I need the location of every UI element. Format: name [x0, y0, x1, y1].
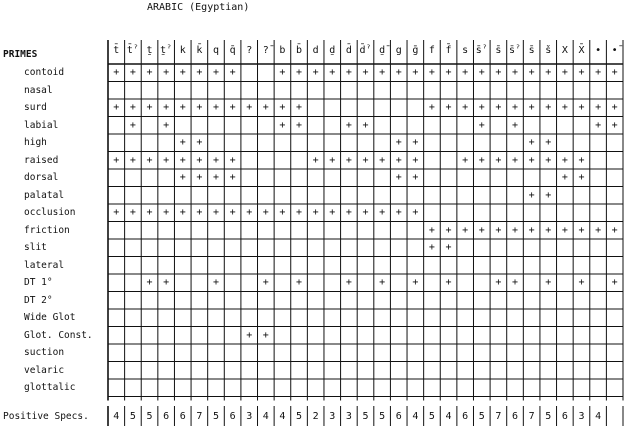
feature-mark: + — [196, 67, 203, 78]
feature-label: dorsal — [24, 172, 59, 183]
segment-header: X — [561, 45, 568, 56]
segment-header: ḡ — [412, 45, 419, 56]
feature-mark: + — [179, 172, 186, 183]
feature-mark: + — [595, 224, 602, 236]
feature-mark: + — [412, 137, 419, 148]
feature-mark: + — [595, 102, 602, 113]
feature-mark: + — [528, 67, 535, 78]
feature-mark: + — [528, 102, 535, 113]
feature-mark: + — [296, 277, 303, 288]
feature-mark: + — [146, 102, 153, 113]
feature-mark: + — [561, 172, 568, 183]
feature-mark: + — [163, 119, 170, 131]
feature-mark: + — [212, 172, 219, 183]
feature-mark: + — [345, 154, 352, 166]
segment-header: t̄ˀ — [126, 45, 139, 56]
feature-mark: + — [545, 102, 552, 113]
feature-mark: + — [179, 154, 186, 166]
feature-mark: + — [545, 137, 552, 148]
feature-mark: + — [478, 154, 485, 166]
segment-header: ṯ — [146, 45, 153, 56]
segment-header: f — [428, 45, 435, 56]
feature-mark: + — [163, 207, 170, 218]
feature-label: labial — [24, 119, 59, 131]
feature-mark: + — [312, 67, 319, 78]
feature-mark: + — [146, 67, 153, 78]
feature-mark: + — [113, 154, 120, 166]
feature-mark: + — [362, 119, 369, 131]
feature-label: high — [24, 137, 47, 148]
positive-spec-count: 7 — [196, 411, 203, 422]
segment-header: ? — [246, 45, 253, 56]
feature-mark: + — [528, 224, 535, 236]
feature-mark: + — [379, 154, 386, 166]
feature-mark: + — [146, 207, 153, 218]
segment-header: d — [312, 45, 319, 56]
segment-header: k̄ — [196, 45, 203, 56]
feature-mark: + — [561, 67, 568, 78]
segment-header: t̄ — [113, 45, 120, 56]
positive-spec-count: 7 — [495, 411, 502, 422]
feature-mark: + — [262, 277, 269, 288]
feature-mark: + — [595, 67, 602, 78]
feature-mark: + — [428, 242, 435, 253]
positive-spec-count: 4 — [412, 411, 419, 422]
feature-mark: + — [561, 154, 568, 166]
feature-mark: + — [163, 154, 170, 166]
feature-mark: + — [113, 207, 120, 218]
feature-label: lateral — [24, 259, 65, 271]
segment-header: b̄ — [296, 45, 303, 56]
feature-mark: + — [611, 102, 618, 113]
feature-mark: + — [578, 172, 585, 183]
positive-spec-count: 5 — [428, 411, 435, 422]
feature-mark: + — [528, 137, 535, 148]
feature-mark: + — [545, 277, 552, 288]
feature-mark: + — [412, 67, 419, 78]
feature-mark: + — [246, 207, 253, 218]
feature-mark: + — [545, 67, 552, 78]
positive-spec-count: 5 — [545, 411, 552, 422]
feature-mark: + — [362, 154, 369, 166]
feature-label: suction — [24, 347, 65, 358]
feature-mark: + — [512, 224, 519, 236]
feature-mark: + — [495, 67, 502, 78]
positive-spec-count: 5 — [478, 411, 485, 422]
positive-spec-count: 3 — [578, 411, 585, 422]
feature-mark: + — [462, 102, 469, 113]
feature-mark: + — [229, 172, 236, 183]
feature-mark: + — [212, 102, 219, 113]
feature-mark: + — [246, 329, 253, 341]
segment-header: • — [595, 45, 602, 56]
feature-mark: + — [611, 277, 618, 288]
feature-mark: + — [478, 224, 485, 236]
positive-spec-count: 6 — [163, 411, 170, 422]
feature-mark: + — [611, 119, 618, 131]
feature-mark: + — [179, 67, 186, 78]
feature-label: DT 1° — [24, 277, 53, 288]
feature-mark: + — [462, 224, 469, 236]
primes-label: PRIMES — [3, 49, 38, 60]
positive-spec-count: 3 — [246, 411, 253, 422]
feature-mark: + — [129, 207, 136, 218]
segment-header: s — [462, 45, 469, 56]
segment-header: d̄ — [345, 45, 352, 56]
feature-mark: + — [478, 67, 485, 78]
feature-mark: + — [296, 207, 303, 218]
feature-mark: + — [478, 102, 485, 113]
feature-mark: + — [296, 67, 303, 78]
segment-header: q — [212, 45, 219, 56]
feature-mark: + — [412, 277, 419, 288]
segment-header: g — [395, 45, 402, 56]
feature-mark: + — [212, 67, 219, 78]
page-title: ARABIC (Egyptian) — [147, 2, 250, 13]
feature-mark: + — [345, 207, 352, 218]
feature-mark: + — [229, 67, 236, 78]
segment-header: ?̄ — [262, 45, 269, 56]
feature-mark: + — [345, 67, 352, 78]
feature-mark: + — [246, 102, 253, 113]
positive-spec-count: 5 — [379, 411, 386, 422]
feature-mark: + — [428, 67, 435, 78]
feature-mark: + — [561, 102, 568, 113]
feature-label: slit — [24, 242, 47, 253]
feature-mark: + — [229, 207, 236, 218]
feature-mark: + — [445, 242, 452, 253]
feature-mark: + — [445, 67, 452, 78]
feature-mark: + — [445, 277, 452, 288]
feature-mark: + — [412, 172, 419, 183]
feature-mark: + — [445, 224, 452, 236]
feature-mark: + — [512, 119, 519, 131]
feature-label: surd — [24, 102, 47, 113]
positive-spec-count: 6 — [229, 411, 236, 422]
feature-mark: + — [478, 119, 485, 131]
feature-mark: + — [129, 154, 136, 166]
feature-mark: + — [395, 172, 402, 183]
feature-mark: + — [595, 119, 602, 131]
feature-mark: + — [379, 277, 386, 288]
feature-mark: + — [196, 154, 203, 166]
feature-mark: + — [129, 119, 136, 131]
feature-mark: + — [495, 224, 502, 236]
feature-mark: + — [163, 102, 170, 113]
feature-mark: + — [212, 154, 219, 166]
feature-mark: + — [578, 224, 585, 236]
segment-header: s̄ˀ — [475, 45, 488, 56]
feature-mark: + — [611, 224, 618, 236]
feature-mark: + — [196, 102, 203, 113]
feature-mark: + — [179, 102, 186, 113]
feature-mark: + — [462, 67, 469, 78]
feature-mark: + — [262, 329, 269, 341]
positive-spec-count: 7 — [528, 411, 535, 422]
feature-label: contoid — [24, 67, 65, 78]
feature-mark: + — [578, 277, 585, 288]
positive-spec-count: 5 — [212, 411, 219, 422]
feature-mark: + — [512, 277, 519, 288]
feature-label: nasal — [24, 84, 53, 96]
feature-mark: + — [212, 277, 219, 288]
feature-mark: + — [212, 207, 219, 218]
positive-spec-count: 6 — [395, 411, 402, 422]
feature-label: occlusion — [24, 207, 76, 218]
segment-header: k — [179, 45, 186, 56]
feature-mark: + — [379, 207, 386, 218]
positive-spec-count: 5 — [146, 411, 153, 422]
positive-spec-count: 6 — [561, 411, 568, 422]
feature-mark: + — [146, 277, 153, 288]
feature-mark: + — [279, 67, 286, 78]
segment-header: •̄ — [611, 45, 618, 56]
feature-mark: + — [561, 224, 568, 236]
feature-mark: + — [196, 207, 203, 218]
feature-mark: + — [395, 207, 402, 218]
segment-header: ḏ̄ — [379, 45, 386, 56]
feature-mark: + — [412, 154, 419, 166]
feature-mark: + — [279, 102, 286, 113]
feature-mark: + — [196, 172, 203, 183]
positive-spec-count: 4 — [279, 411, 286, 422]
feature-label: glottalic — [24, 382, 76, 393]
positive-spec-count: 6 — [462, 411, 469, 422]
feature-mark: + — [495, 154, 502, 166]
segment-header: f̄ — [445, 45, 452, 56]
feature-mark: + — [545, 154, 552, 166]
segment-header: X̄ — [578, 45, 585, 56]
positive-spec-count: 4 — [595, 411, 602, 422]
feature-mark: + — [528, 154, 535, 166]
feature-mark: + — [196, 137, 203, 148]
feature-mark: + — [512, 154, 519, 166]
feature-mark: + — [445, 102, 452, 113]
feature-mark: + — [229, 102, 236, 113]
feature-mark: + — [428, 102, 435, 113]
feature-mark: + — [412, 207, 419, 218]
feature-mark: + — [395, 137, 402, 148]
positive-spec-count: 2 — [312, 411, 319, 422]
segment-header: š — [545, 45, 552, 56]
feature-mark: + — [229, 154, 236, 166]
feature-mark: + — [545, 224, 552, 236]
feature-mark: + — [395, 154, 402, 166]
segment-header: d̄ˀ — [359, 45, 372, 56]
feature-mark: + — [312, 154, 319, 166]
feature-mark: + — [329, 207, 336, 218]
segment-header: ṯˀ — [160, 45, 173, 56]
feature-mark: + — [578, 67, 585, 78]
feature-label: raised — [24, 154, 59, 166]
feature-mark: + — [262, 102, 269, 113]
segment-header: s̄ — [495, 45, 502, 56]
feature-mark: + — [146, 154, 153, 166]
feature-mark: + — [578, 154, 585, 166]
positive-specs-label: Positive Specs. — [3, 411, 89, 422]
positive-spec-count: 3 — [345, 411, 352, 422]
feature-mark: + — [279, 119, 286, 131]
feature-mark: + — [362, 207, 369, 218]
feature-label: friction — [24, 224, 70, 236]
positive-spec-count: 4 — [445, 411, 452, 422]
positive-spec-count: 3 — [329, 411, 336, 422]
feature-label: velaric — [24, 364, 65, 376]
feature-mark: + — [512, 67, 519, 78]
feature-mark: + — [495, 277, 502, 288]
segment-header: ḏ — [329, 45, 336, 56]
positive-spec-count: 5 — [129, 411, 136, 422]
feature-mark: + — [262, 207, 269, 218]
segment-header: s̄ — [528, 45, 535, 56]
feature-mark: + — [179, 207, 186, 218]
feature-mark: + — [395, 67, 402, 78]
feature-mark: + — [428, 224, 435, 236]
positive-spec-count: 6 — [512, 411, 519, 422]
feature-mark: + — [362, 67, 369, 78]
positive-spec-count: 4 — [262, 411, 269, 422]
feature-mark: + — [512, 102, 519, 113]
feature-mark: + — [179, 137, 186, 148]
feature-label: Wide Glot — [24, 312, 76, 323]
feature-label: Glot. Const. — [24, 329, 93, 341]
positive-spec-count: 4 — [113, 411, 120, 422]
feature-mark: + — [279, 207, 286, 218]
feature-mark: + — [129, 67, 136, 78]
feature-mark: + — [528, 189, 535, 201]
feature-mark: + — [163, 67, 170, 78]
segment-header: s̄ˀ — [508, 45, 522, 56]
feature-mark: + — [345, 277, 352, 288]
feature-mark: + — [611, 67, 618, 78]
feature-mark: + — [462, 154, 469, 166]
feature-mark: + — [329, 154, 336, 166]
segment-header: q̄ — [229, 45, 236, 56]
feature-mark: + — [296, 102, 303, 113]
feature-mark: + — [329, 67, 336, 78]
feature-mark: + — [113, 102, 120, 113]
positive-spec-count: 6 — [179, 411, 186, 422]
segment-header: b — [279, 45, 286, 56]
feature-mark: + — [296, 119, 303, 131]
feature-mark: + — [545, 189, 552, 201]
feature-mark: + — [113, 67, 120, 78]
feature-mark: + — [495, 102, 502, 113]
feature-label: palatal — [24, 189, 65, 201]
feature-mark: + — [163, 277, 170, 288]
feature-mark: + — [312, 207, 319, 218]
positive-spec-count: 5 — [296, 411, 303, 422]
positive-spec-count: 5 — [362, 411, 369, 422]
feature-mark: + — [345, 119, 352, 131]
feature-mark: + — [578, 102, 585, 113]
feature-label: DT 2° — [24, 294, 53, 306]
feature-mark: + — [129, 102, 136, 113]
feature-mark: + — [379, 67, 386, 78]
